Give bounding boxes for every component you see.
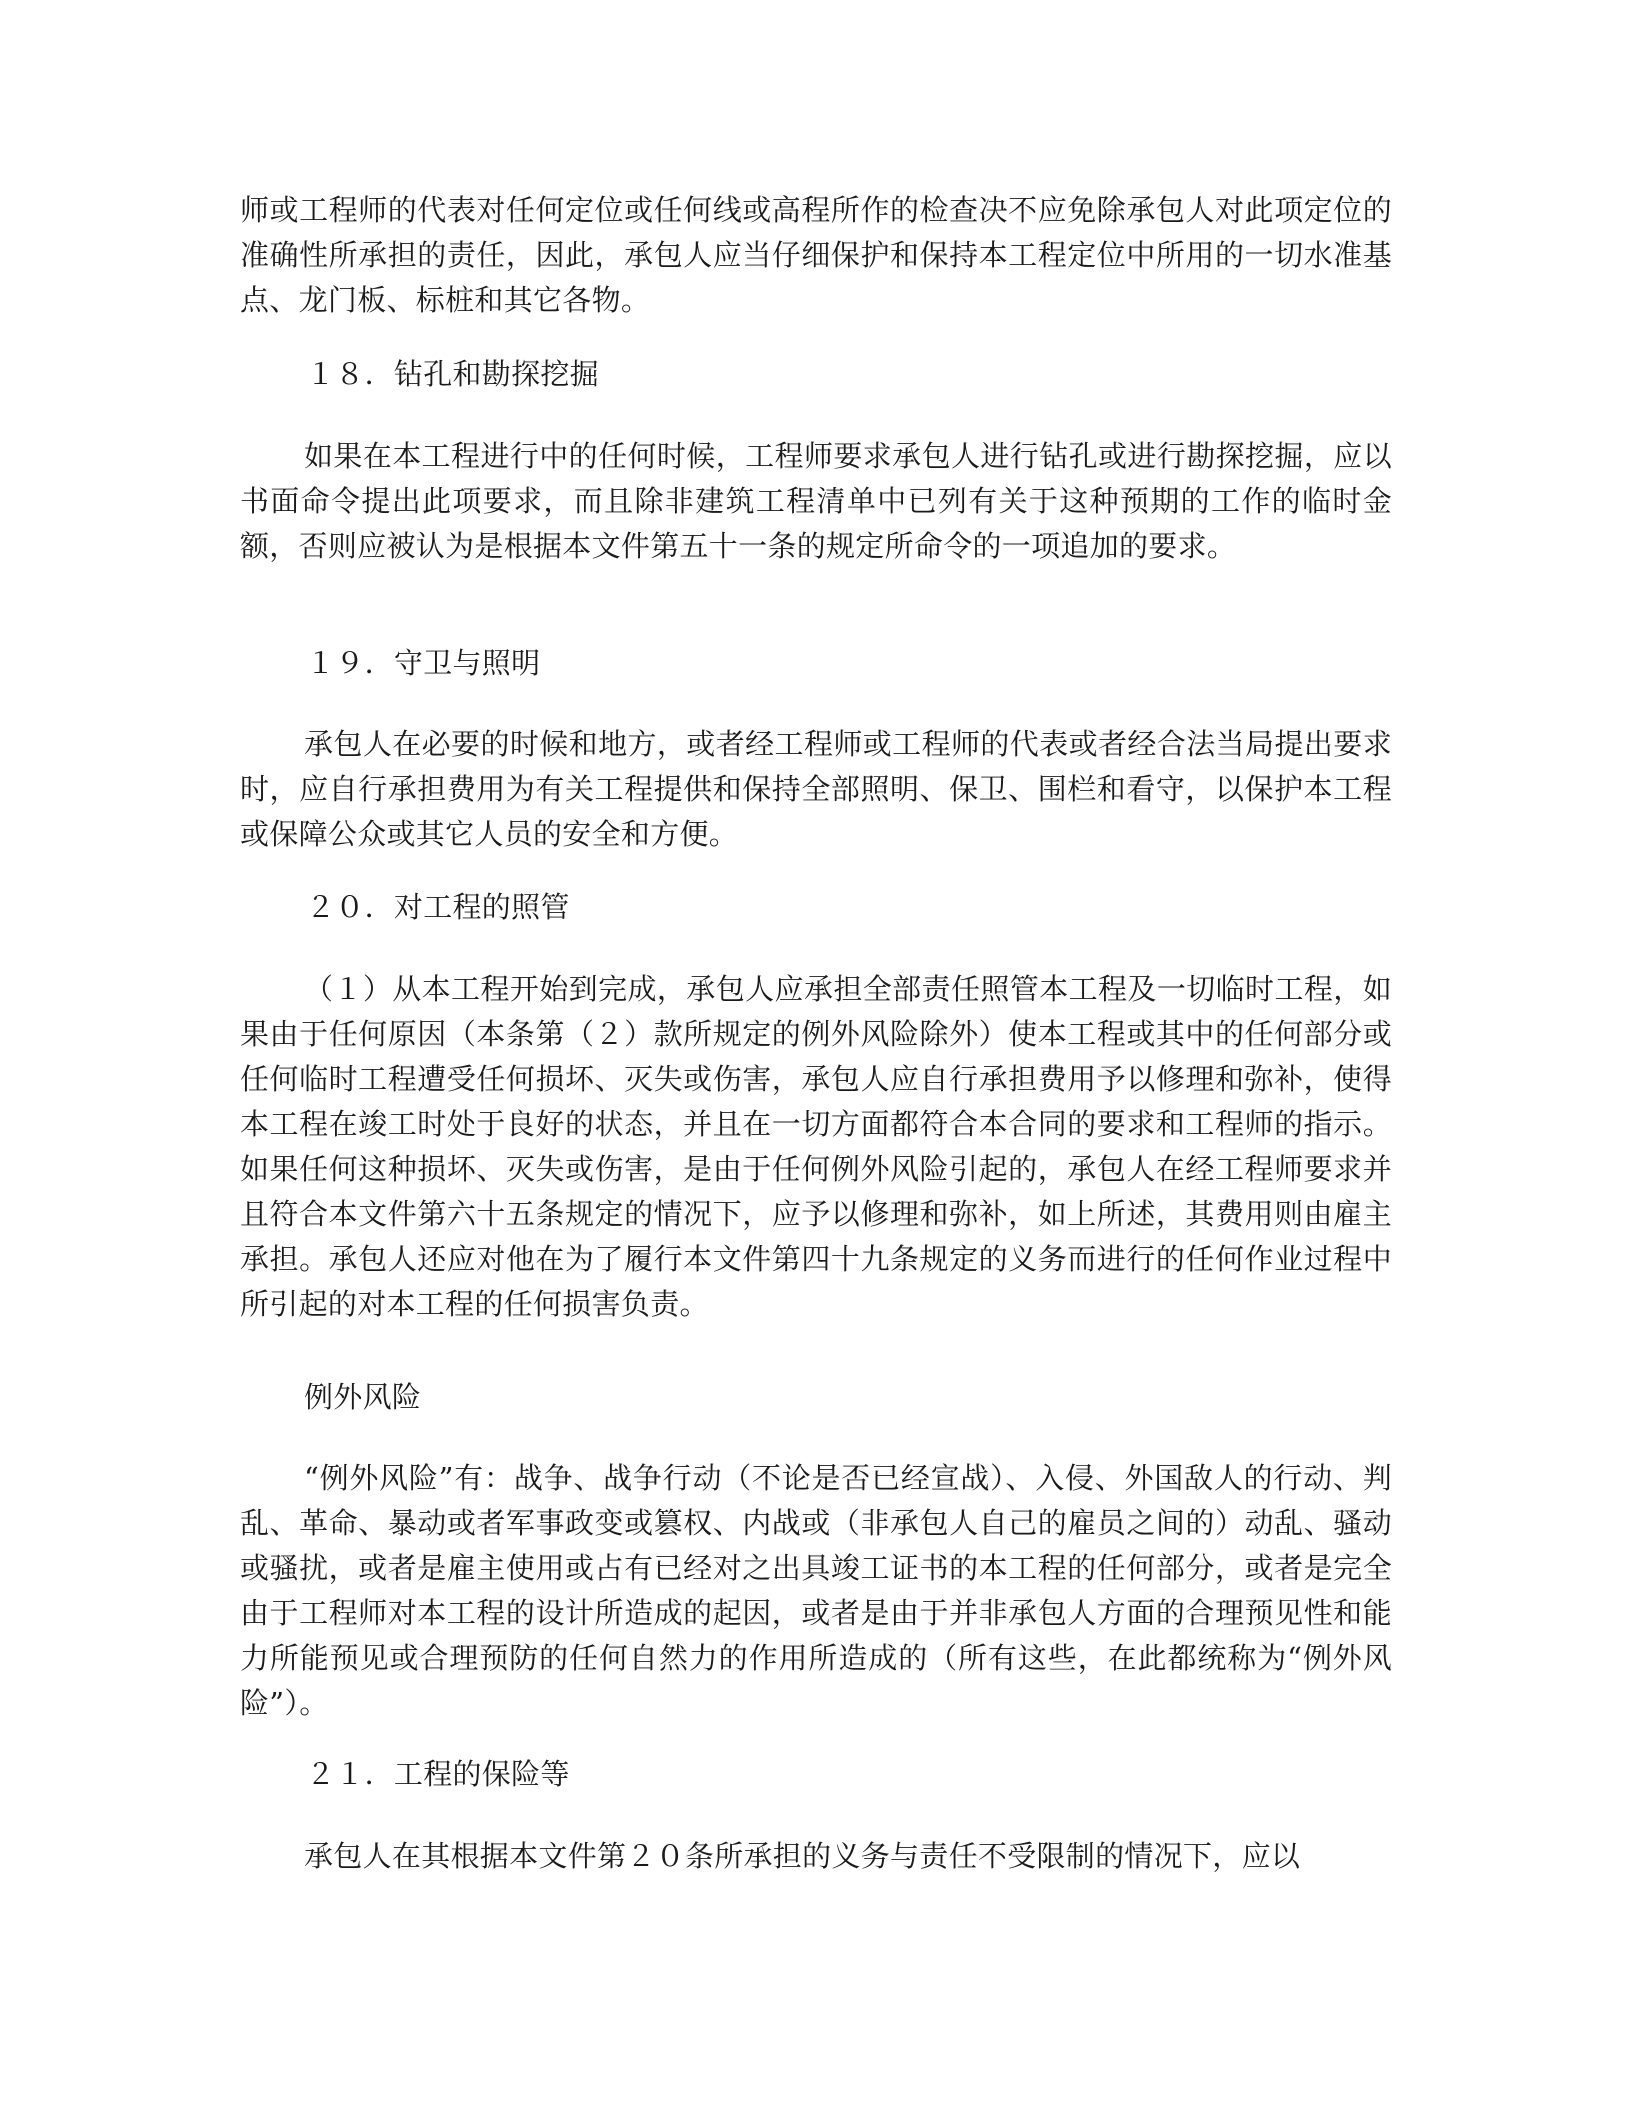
paragraph-continued: 师或工程师的代表对任何定位或任何线或高程所作的检查决不应免除承包人对此项定位的准确性所承担的责任，因此，承包人应当仔细保护和保持本工程定位中所用的一切水准基点、龙门板、标桩和其它各物。 <box>240 193 1392 317</box>
paragraph-section-18: 如果在本工程进行中的任何时候，工程师要求承包人进行钻孔或进行勘探挖掘，应以书面命令提出此项要求，而且除非建筑工程清单中已列有关于这种预期的工作的临时金额，否则应被认为是根据本文件第五十一条的规定所命令的一项追加的要求。 <box>240 439 1392 563</box>
section-heading-21: ２１．工程的保险等 <box>306 1757 570 1791</box>
section-heading-19: １９．守卫与照明 <box>306 646 541 680</box>
section-heading-20: ２０．对工程的照管 <box>306 890 570 924</box>
subheading-exception-risks: 例外风险 <box>304 1380 422 1414</box>
paragraph-section-20: （１）从本工程开始到完成，承包人应承担全部责任照管本工程及一切临时工程，如果由于任何原因（本条第（２）款所规定的例外风险除外）使本工程或其中的任何部分或任何临时工程遭受任何损坏、灭失或伤害，承包人应自行承担费用予以修理和弥补，使得本工程在竣工时处于良好的状态，并且在一切方面都符合本合同的要求和工程师的指示。如果任何这种损坏、灭失或伤害，是由于任何例外风险引起的，承包人在经工程师要求并且符合本文件第六十五条规定的情况下，应予以修理和弥补，如上所述，其费用则由雇主承担。承包人还应对他在为了履行本文件第四十九条规定的义务而进行的任何作业过程中所引起的对本工程的任何损害负责。 <box>240 972 1392 1321</box>
paragraph-section-21: 承包人在其根据本文件第２０条所承担的义务与责任不受限制的情况下，应以 <box>304 1839 1301 1873</box>
paragraph-exception-risks: “例外风险”有：战争、战争行动（不论是否已经宣战）、入侵、外国敌人的行动、判乱、革命、暴动或者军事政变或篡权、内战或（非承包人自己的雇员之间的）动乱、骚动或骚扰，或者是雇主使用或占有已经对之出具竣工证书的本工程的任何部分，或者是完全由于工程师对本工程的设计所造成的起因，或者是由于并非承包人方面的合理预见性和能力所能预见或合理预防的任何自然力的作用所造成的（所有这些，在此都统称为“例外风险”）。 <box>240 1461 1392 1720</box>
paragraph-section-19: 承包人在必要的时候和地方，或者经工程师或工程师的代表或者经合法当局提出要求时，应自行承担费用为有关工程提供和保持全部照明、保卫、围栏和看守，以保护本工程或保障公众或其它人员的安全和方便。 <box>240 727 1392 851</box>
section-heading-18: １８．钻孔和勘探挖掘 <box>306 357 600 391</box>
